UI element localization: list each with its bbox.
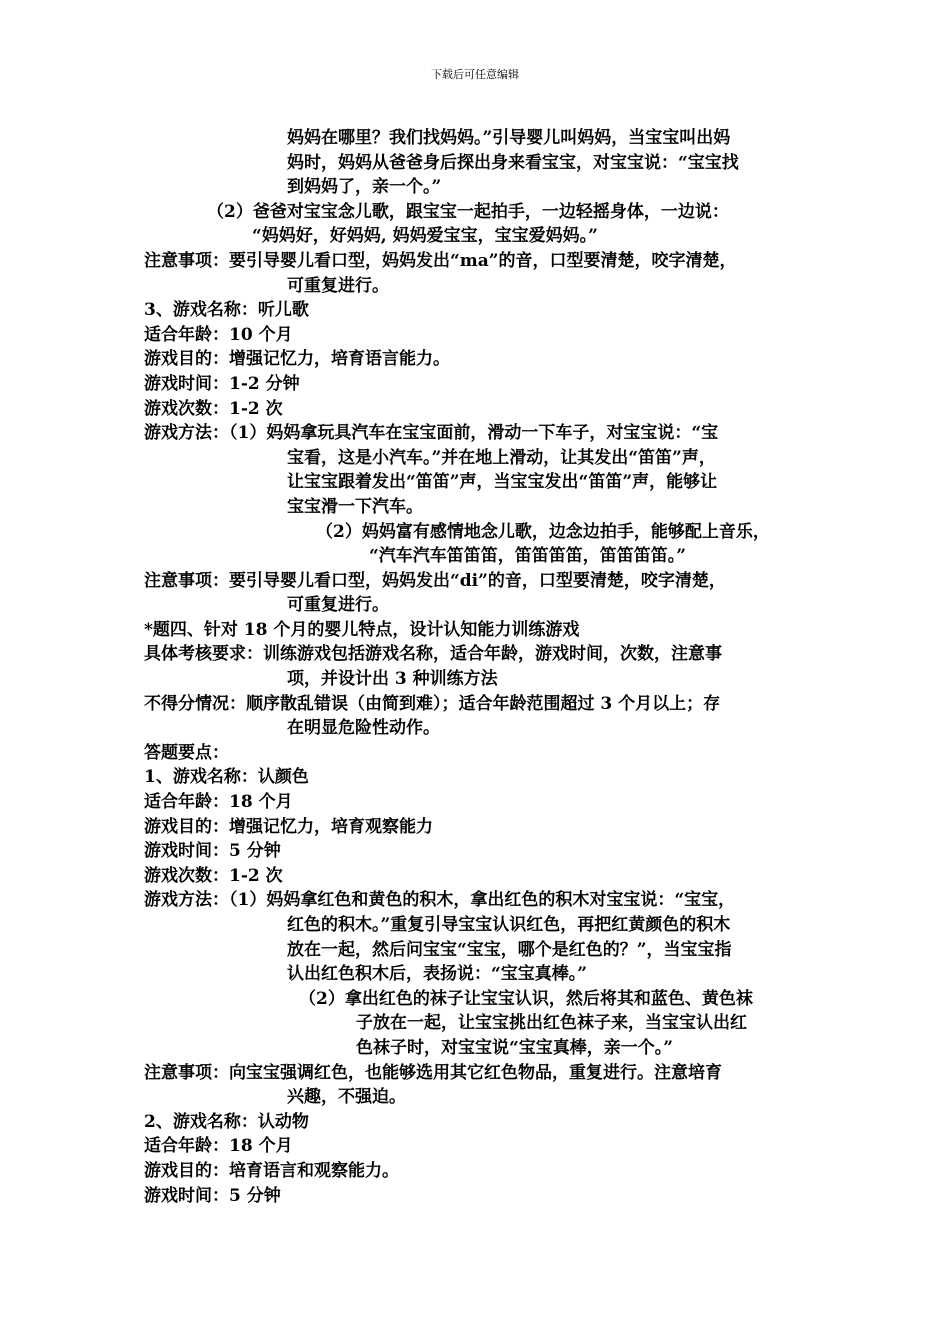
text-line: 游戏时间：5 分钟 bbox=[144, 1185, 281, 1206]
text-line: 可重复进行。 bbox=[287, 275, 389, 296]
text-line: 妈时，妈妈从爸爸身后探出身来看宝宝，对宝宝说：“宝宝找 bbox=[287, 152, 739, 173]
text-line: 红色的积木。”重复引导宝宝认识红色，再把红黄颜色的积木 bbox=[287, 915, 731, 935]
text-line: 放在一起，然后问宝宝“宝宝，哪个是红色的？”，当宝宝指 bbox=[287, 939, 732, 960]
text-line: 适合年龄：18 个月 bbox=[144, 792, 293, 813]
text-line: 色袜子时，对宝宝说“宝宝真棒，亲一个。” bbox=[356, 1037, 674, 1058]
text-line: 兴趣，不强迫。 bbox=[287, 1087, 406, 1108]
text-line: 到妈妈了，亲一个。” bbox=[287, 177, 442, 198]
text-line: 项，并设计出 3 种训练方法 bbox=[287, 669, 498, 690]
text-line: 可重复进行。 bbox=[287, 595, 389, 616]
text-line: 游戏方法：（1）妈妈拿玩具汽车在宝宝面前，滑动一下车子，对宝宝说：“宝 bbox=[144, 423, 719, 444]
text-line: 游戏时间：5 分钟 bbox=[144, 841, 281, 862]
question-heading: *题四、针对 18 个月的婴儿特点，设计认知能力训练游戏 bbox=[144, 619, 580, 640]
text-line: 游戏方法：（1）妈妈拿红色和黄色的积木，拿出红色的积木对宝宝说：“宝宝， bbox=[144, 890, 736, 911]
text-line: 认出红色积木后，表扬说：“宝宝真棒。” bbox=[287, 964, 588, 985]
text-line: （2）妈妈富有感情地念儿歌，边念边拍手，能够配上音乐， bbox=[316, 521, 770, 542]
text-line: 让宝宝跟着发出“笛笛”声，当宝宝发出“笛笛”声，能够让 bbox=[287, 472, 718, 493]
text-line: 适合年龄：10 个月 bbox=[144, 324, 293, 345]
section-heading: 2、游戏名称：认动物 bbox=[144, 1111, 309, 1132]
text-line: 答题要点： bbox=[144, 742, 229, 763]
text-line: 宝宝滑一下汽车。 bbox=[287, 496, 423, 517]
text-line: 游戏时间：1-2 分钟 bbox=[144, 373, 300, 394]
text-line: 具体考核要求：训练游戏包括游戏名称，适合年龄，游戏时间，次数，注意事 bbox=[144, 644, 722, 665]
text-line: 子放在一起，让宝宝挑出红色袜子来，当宝宝认出红 bbox=[356, 1013, 747, 1034]
text-line: 在明显危险性动作。 bbox=[287, 718, 440, 739]
text-line: 宝看，这是小汽车。”并在地上滑动，让其发出“笛笛”声， bbox=[287, 447, 716, 468]
text-line: （2）爸爸对宝宝念儿歌，跟宝宝一起拍手，一边轻摇身体，一边说： bbox=[207, 201, 729, 222]
text-line: 游戏目的：增强记忆力，培育语言能力。 bbox=[144, 349, 450, 370]
section-heading: 1、游戏名称：认颜色 bbox=[144, 767, 309, 788]
text-line: 游戏目的：增强记忆力，培育观察能力 bbox=[144, 816, 433, 837]
text-line: （2）拿出红色的袜子让宝宝认识，然后将其和蓝色、黄色袜 bbox=[299, 988, 753, 1009]
text-line: 游戏次数：1-2 次 bbox=[144, 865, 283, 886]
text-line: 注意事项：要引导婴儿看口型，妈妈发出“di”的音，口型要清楚，咬字清楚， bbox=[144, 570, 726, 591]
section-heading: 3、游戏名称：听儿歌 bbox=[144, 300, 309, 321]
text-line: 注意事项：要引导婴儿看口型，妈妈发出“ma”的音，口型要清楚，咬字清楚， bbox=[144, 250, 737, 271]
text-line: 适合年龄：18 个月 bbox=[144, 1136, 293, 1157]
text-line: 游戏目的：培育语言和观察能力。 bbox=[144, 1160, 399, 1181]
page-header: 下载后可任意编辑 bbox=[431, 68, 519, 81]
text-line: 妈妈在哪里？我们找妈妈。”引导婴儿叫妈妈，当宝宝叫出妈 bbox=[287, 128, 731, 148]
text-line: 游戏次数：1-2 次 bbox=[144, 398, 283, 419]
text-line: 不得分情况：顺序散乱错误（由简到难）；适合年龄范围超过 3 个月以上；存 bbox=[144, 693, 721, 714]
document-body bbox=[144, 126, 824, 1208]
text-line: “汽车汽车笛笛笛，笛笛笛笛，笛笛笛笛。” bbox=[369, 546, 687, 567]
text-line: 注意事项：向宝宝强调红色，也能够选用其它红色物品，重复进行。注意培育 bbox=[144, 1062, 722, 1083]
text-line: “妈妈好，好妈妈, 妈妈爱宝宝，宝宝爱妈妈。” bbox=[252, 226, 598, 247]
